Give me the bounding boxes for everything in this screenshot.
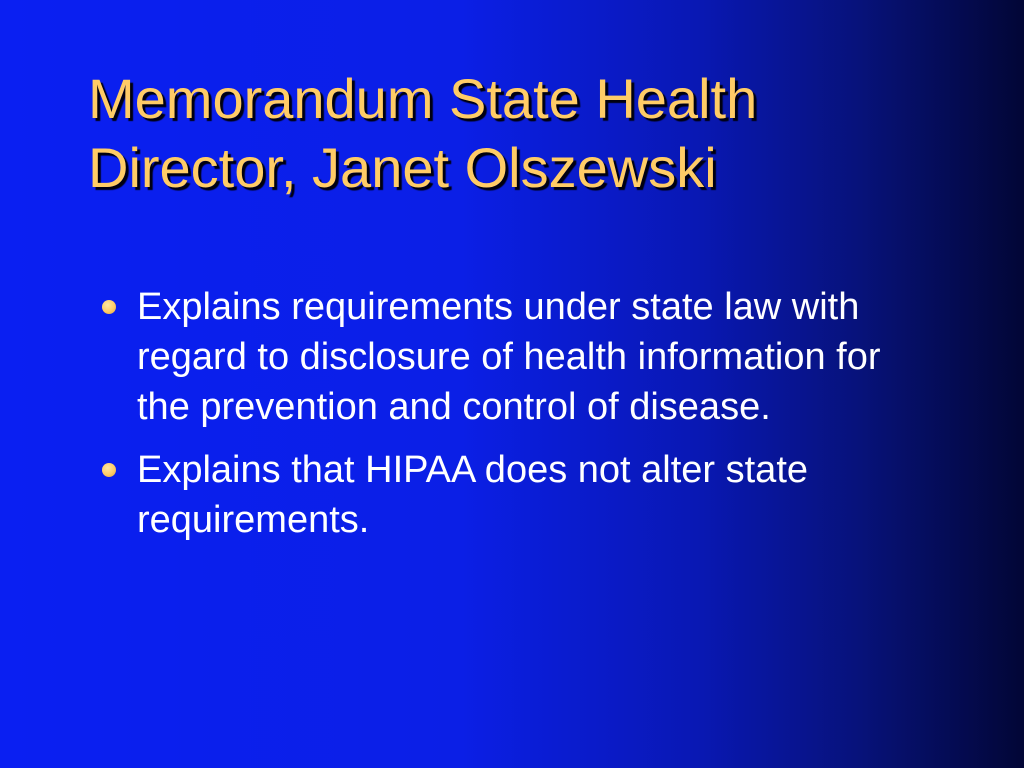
bullet-dot-icon: [102, 300, 116, 314]
bullet-dot-icon: [102, 463, 116, 477]
bullet-text: Explains requirements under state law with regard to disclosure of health information for the prevention and control of disease.: [137, 286, 881, 428]
bullet-list: [100, 282, 920, 558]
bullet-item: [100, 282, 920, 432]
bullet-item: [100, 445, 920, 545]
slide-title: Memorandum State Health Director, Janet Olszewski: [88, 67, 758, 199]
bullet-text: Explains that HIPAA does not alter state requirements.: [137, 449, 809, 541]
